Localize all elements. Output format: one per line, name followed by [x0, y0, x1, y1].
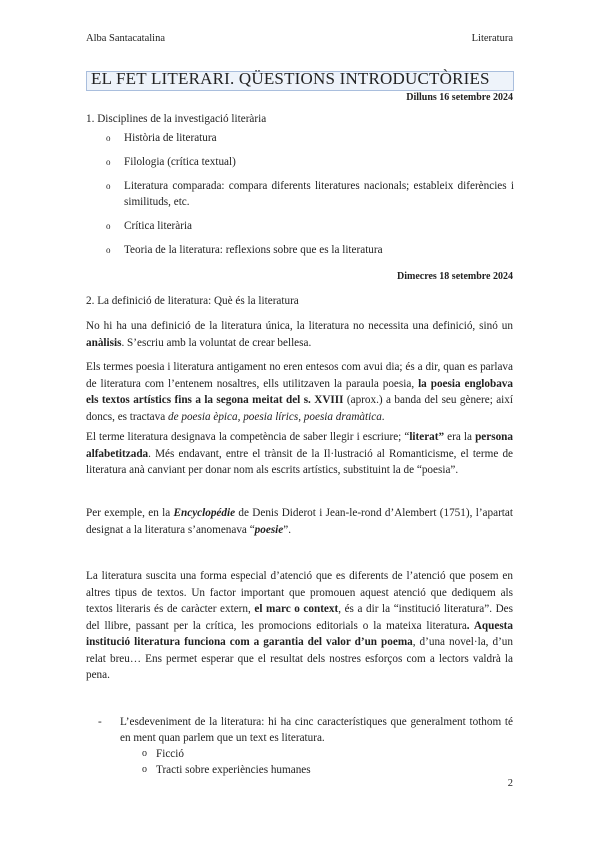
list-item: o Literatura comparada: compara diferents literatures nacionals; estableix diferències i similituds, etc. [106, 180, 514, 208]
header-subject: Literatura [471, 33, 513, 44]
list-item: o Ficció [142, 748, 184, 760]
characteristics-list [142, 746, 311, 778]
paragraph-literat: El terme literatura designava la competència de saber llegir i escriure; “literat” era la persona alfabetitzada. Més endavant, entre el trànsit de la Il·lustració al Romanticisme, el terme de literatura anà canviant per donar nom als escrits artístics, substituint la de “poesia”. [86, 431, 513, 476]
dash-icon: - [98, 716, 102, 728]
list-item: o Història de literatura [106, 132, 217, 144]
list-item: o Teoria de la literatura: reflexions sobre que es la literatura [106, 244, 383, 256]
date-wednesday: Dimecres 18 setembre 2024 [397, 271, 513, 282]
paragraph-poetry: Els termes poesia i literatura antigament no eren entesos com avui dia; és a dir, quan es parlava de literatura com l’entenem nosaltres, ells utilitzaven la paraula poesia, la poesia englobava els textos artístics fins a la segona meitat del s. XVIII (aprox.) a banda del seu gènere; així doncs, es tractava de poesia èpica, poesia lírics, poesia dramàtica. [86, 361, 513, 423]
header-author: Alba Santacatalina [86, 33, 166, 44]
page-number: 2 [507, 778, 513, 789]
bullet-icon: o [106, 133, 111, 143]
list-item: o Crítica literària [106, 220, 193, 232]
bullet-icon: o [142, 748, 147, 759]
list-item: o Tracti sobre experiències humanes [142, 764, 311, 776]
list-item: o Filologia (crítica textual) [106, 156, 236, 168]
bullet-icon: o [106, 221, 111, 231]
dash-item: - L’esdeveniment de la literatura: hi ha cinc característiques que generalment tothom té en ment quan parlem que un text es literatura. [98, 716, 513, 744]
page-title: EL FET LITERARI. QÜESTIONS INTRODUCTÒRIES [91, 69, 490, 88]
bullet-icon: o [106, 245, 111, 255]
paragraph-institution: La literatura suscita una forma especial d’atenció que es diferents de l’atenció que posem en altres tipus de textos. Un factor important que promouen aquest atenció que dediquem als textos literaris és de caràcter extern, el marc o context, és a dir la “institució literatura”. Des del llibre, passant per la crítica, les promocions editorials o la mateixa literatura. Aquesta institució literatura funciona com a garantia del valor d’un poema, d’una novel·la, d’un relat breu… Ens permet esperar que el resultat dels nostres esforços com a lectors valdrà la pena. [86, 570, 513, 681]
date-monday: Dilluns 16 setembre 2024 [406, 92, 513, 103]
section-heading-2: 2. La definició de literatura: Què és la literatura [86, 295, 299, 307]
bullet-icon: o [142, 764, 147, 775]
section-heading-1: 1. Disciplines de la investigació literària [86, 113, 267, 125]
paragraph-definition: No hi ha una definició de la literatura única, la literatura no necessita una definició, sinó un anàlisis. S’escriu amb la voluntat de crear bellesa. [86, 320, 513, 349]
bullet-icon: o [106, 157, 111, 167]
paragraph-encyclopedie: Per exemple, en la Encyclopédie de Denis Diderot i Jean-le-rond d’Alembert (1751), l’apartat designat a la literatura s’anomenava “poesie”. [86, 507, 513, 536]
bullet-icon: o [106, 181, 111, 191]
disciplines-list [106, 130, 514, 266]
